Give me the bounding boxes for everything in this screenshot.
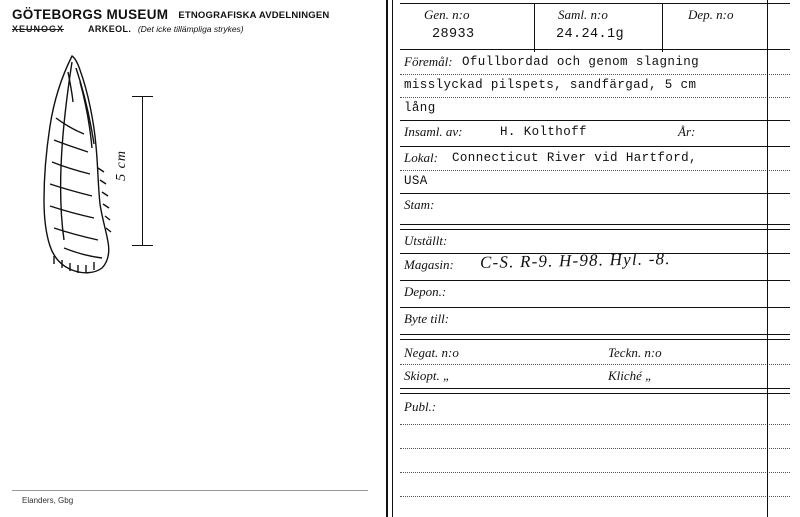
rule-depon: [400, 307, 790, 308]
header-divider-1: [534, 3, 535, 52]
header-divider-2: [662, 3, 663, 52]
scale-bar-cap-bottom: [132, 245, 153, 246]
label-dep-no: Dep. n:o: [688, 7, 734, 22]
museum-title: GÖTEBORGS MUSEUM: [12, 7, 169, 22]
rule-skiopt-2: [400, 393, 790, 394]
catalogue-form: [400, 0, 790, 517]
rule-byte: [400, 334, 790, 335]
panel-divider-thick: [386, 0, 388, 517]
value-saml-no[interactable]: 24.24.1g: [556, 27, 625, 42]
label-gen-no: Gen. n:o: [424, 7, 470, 22]
label-depon: Depon.:: [404, 284, 447, 299]
label-foremal: Föremål:: [404, 54, 453, 69]
label-lokal: Lokal:: [404, 150, 438, 165]
label-utstallt: Utställt:: [404, 233, 448, 248]
scale-bar-line: [142, 96, 143, 246]
value-insaml-av[interactable]: H. Kolthoff: [500, 125, 587, 139]
museum-header: [12, 6, 372, 24]
label-publ: Publ.:: [404, 399, 437, 414]
value-foremal-line1[interactable]: Ofullbordad och genom slagning: [462, 55, 700, 69]
footer-divider: [12, 490, 368, 491]
section-row: [88, 24, 244, 34]
label-kliche: Kliché „: [608, 368, 653, 383]
card-left-panel: [0, 0, 392, 517]
printer-credit: Elanders, Gbg: [22, 496, 74, 505]
scale-bar: [114, 96, 162, 246]
rule-byte-2: [400, 339, 790, 340]
label-negat-no: Negat. n:o: [404, 345, 459, 360]
value-gen-no[interactable]: 28933: [432, 27, 475, 42]
rule-blank-1: [400, 424, 790, 425]
label-stam: Stam:: [404, 197, 435, 212]
right-margin-rule: [767, 0, 768, 517]
rule-foremal-3: [400, 120, 790, 121]
rule-negat: [400, 364, 790, 365]
rule-lokal-2: [400, 193, 790, 194]
rule-blank-3: [400, 472, 790, 473]
rule-blank-2: [400, 448, 790, 449]
rule-stam: [400, 224, 790, 225]
label-teckn-no: Teckn. n:o: [608, 345, 662, 360]
label-magasin: Magasin:: [404, 257, 454, 272]
rule-insaml: [400, 146, 790, 147]
rule-lokal-1: [400, 170, 790, 171]
label-saml-no: Saml. n:o: [558, 7, 608, 22]
section-label: ARKEOL.: [88, 24, 132, 34]
card-right-panel: [392, 0, 800, 517]
value-foremal-line2[interactable]: misslyckad pilspets, sandfärgad, 5 cm: [404, 78, 697, 92]
projectile-point-icon: [10, 48, 210, 288]
section-note: (Det icke tillämpliga strykes): [137, 24, 244, 34]
form-rule-header-bottom: [400, 49, 790, 50]
label-skiopt: Skiopt. „: [404, 368, 451, 383]
scale-bar-label: 5 cm: [114, 150, 129, 181]
museum-department: ETNOGRAFISKA AVDELNINGEN: [178, 10, 330, 21]
rule-foremal-2: [400, 97, 790, 98]
value-lokal-line1[interactable]: Connecticut River vid Hartford,: [452, 151, 697, 165]
label-byte-till: Byte till:: [404, 311, 450, 326]
artifact-drawing: [10, 48, 210, 288]
rule-skiopt: [400, 388, 790, 389]
rule-stam-2: [400, 229, 790, 230]
label-ar: År:: [678, 124, 696, 139]
rule-blank-4: [400, 496, 790, 497]
value-magasin[interactable]: C-S. R-9. H-98. Hyl. -8.: [479, 249, 671, 272]
label-insaml-av: Insaml. av:: [404, 124, 463, 139]
scale-bar-cap-top: [132, 96, 153, 97]
form-rule-top: [400, 3, 790, 4]
value-lokal-line2[interactable]: USA: [404, 174, 428, 188]
value-foremal-line3[interactable]: lång: [404, 101, 436, 115]
struck-department-text: XEUNOGX: [12, 24, 65, 34]
rule-magasin: [400, 280, 790, 281]
rule-foremal-1: [400, 74, 790, 75]
